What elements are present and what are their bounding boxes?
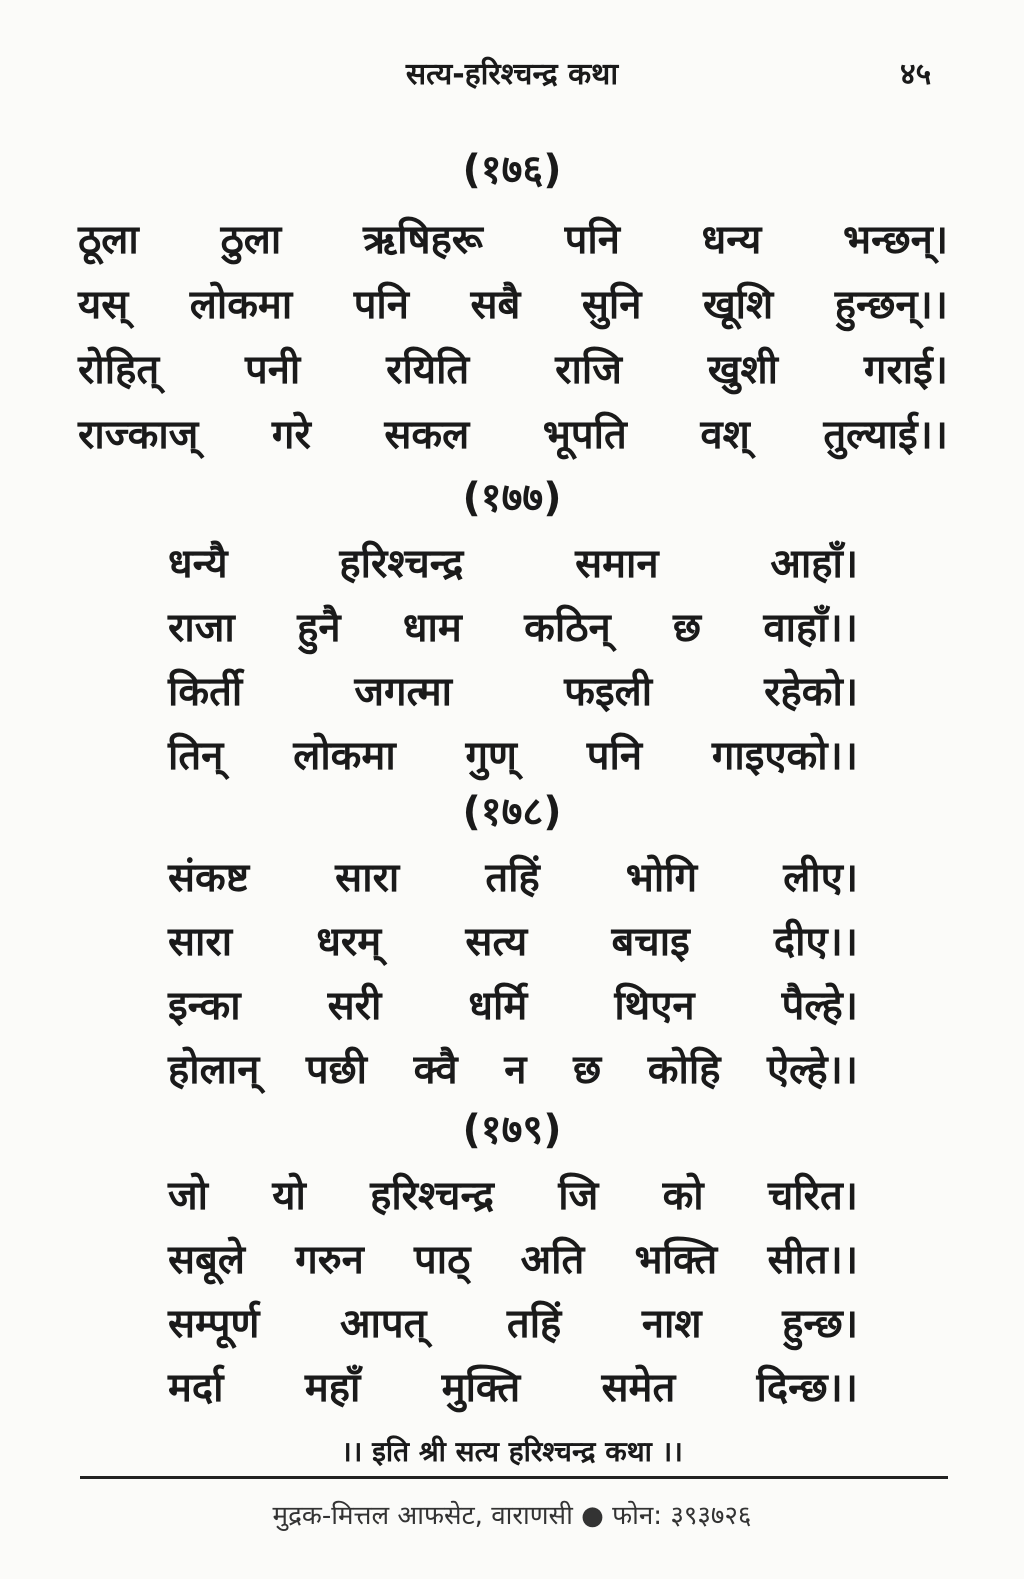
closing-line: ।। इति श्री सत्य हरिश्चन्द्र कथा ।। xyxy=(341,1435,683,1468)
verse-line xyxy=(168,1230,858,1285)
verse-line xyxy=(78,405,948,460)
verse-word: क्वै xyxy=(413,1047,458,1093)
verse-line xyxy=(168,976,858,1031)
verse-word: सकल xyxy=(384,412,470,458)
verse-word: छ xyxy=(673,605,702,651)
verse-word: सुनि xyxy=(581,282,642,328)
verse-word: नाश xyxy=(641,1301,702,1347)
verse-word: किर्ती xyxy=(168,669,243,715)
verse-word: मर्दा xyxy=(168,1365,224,1411)
verse-word: गराई। xyxy=(863,347,948,393)
verse-line xyxy=(168,726,858,781)
verse-word: संकष्ट xyxy=(168,855,250,901)
verse-word: बचाइ xyxy=(611,919,690,965)
verse-word: इन्का xyxy=(168,983,241,1029)
verse-word: पनि xyxy=(564,217,620,263)
verse-word: सबै xyxy=(470,282,521,328)
verse-word: राजि xyxy=(555,347,622,393)
verse-number: (१७७) xyxy=(462,475,562,521)
verse-word: भक्ति xyxy=(634,1237,718,1283)
verse-word: वश् xyxy=(700,412,750,458)
verse-word: राज्काज् xyxy=(78,412,199,458)
verse-word: सीत।। xyxy=(767,1237,858,1283)
verse-word: यस् xyxy=(78,282,129,328)
verse-word: महाँ xyxy=(304,1365,361,1411)
verse-word: चरित। xyxy=(767,1173,858,1219)
verse-word: ऋषिहरू xyxy=(362,217,483,263)
verse-word: दिन्छ।। xyxy=(756,1365,858,1411)
verse-line xyxy=(168,1040,858,1095)
verse-word: खूशि xyxy=(702,282,774,328)
verse-word: तिन् xyxy=(168,733,224,779)
verse-word: तहिं xyxy=(485,855,540,901)
verse-word: जगत्मा xyxy=(354,669,453,715)
verse-word: समेत xyxy=(601,1365,676,1411)
verse-number: (१७८) xyxy=(462,789,562,835)
verse-word: खुशी xyxy=(707,347,779,393)
verse-word: आहाँ। xyxy=(770,541,858,587)
verse-word: ठूला xyxy=(78,217,139,263)
verse-line xyxy=(168,662,858,717)
verse-word: रोहित् xyxy=(78,347,160,393)
verse-word: ठुला xyxy=(220,217,282,263)
verse-word: लोकमा xyxy=(293,733,396,779)
verse-word: अति xyxy=(520,1237,585,1283)
verse-word: पछी xyxy=(305,1047,368,1093)
verse-word: जि xyxy=(558,1173,599,1219)
verse-word: होलान् xyxy=(168,1047,260,1093)
verse-word: लीए। xyxy=(783,855,858,901)
verse-word: तुल्याई।। xyxy=(823,412,948,458)
verse-word: राजा xyxy=(168,605,235,651)
verse-word: लोकमा xyxy=(189,282,293,328)
verse-word: धरम् xyxy=(316,919,382,965)
verse-word: धन्यै xyxy=(168,541,228,587)
verse-word: समान xyxy=(575,541,659,587)
verse-word: ऐल्हे।। xyxy=(767,1047,858,1093)
verse-word: गरुन xyxy=(295,1237,364,1283)
verse-word: सबूले xyxy=(168,1237,245,1283)
verse-word: कोहि xyxy=(647,1047,721,1093)
verse-line xyxy=(78,210,948,265)
verse-word: पनि xyxy=(353,282,409,328)
verse-line xyxy=(168,1294,858,1349)
verse-line xyxy=(168,1166,858,1221)
verse-word: थिएन xyxy=(614,983,695,1029)
verse-word: सम्पूर्ण xyxy=(168,1301,260,1347)
verse-word: पैल्हे। xyxy=(781,983,858,1029)
verse-line xyxy=(78,275,948,330)
verse-line xyxy=(168,912,858,967)
verse-word: गरे xyxy=(271,412,311,458)
verse-word: आपत् xyxy=(339,1301,427,1347)
verse-word: दीए।। xyxy=(773,919,858,965)
verse-word: रहेको। xyxy=(764,669,858,715)
verse-word: जो xyxy=(168,1173,209,1219)
verse-word: मुक्ति xyxy=(441,1365,521,1411)
verse-word: न xyxy=(504,1047,527,1093)
printer-footer: मुद्रक-मित्तल आफसेट, वाराणसी ● फोन: ३९३७२६ xyxy=(272,1501,752,1531)
verse-line xyxy=(168,598,858,653)
verse-line xyxy=(168,1358,858,1413)
verse-word: हरिश्चन्द्र xyxy=(339,541,464,587)
verse-word: यो xyxy=(272,1173,306,1219)
verse-word: फइली xyxy=(564,669,653,715)
verse-word: धर्मि xyxy=(468,983,528,1029)
verse-word: को xyxy=(662,1173,704,1219)
verse-word: गाइएको।। xyxy=(711,733,858,779)
verse-word: रयिति xyxy=(386,347,470,393)
verse-word: सत्य xyxy=(465,919,528,965)
verse-word: हरिश्चन्द्र xyxy=(370,1173,495,1219)
verse-word: कठिन् xyxy=(524,605,611,651)
verse-word: तहिं xyxy=(506,1301,562,1347)
verse-word: पनि xyxy=(586,733,643,779)
verse-word: धन्य xyxy=(701,217,762,263)
footer-rule xyxy=(80,1476,948,1479)
verse-line xyxy=(78,340,948,395)
verse-word: सारा xyxy=(168,919,233,965)
verse-word: भोगि xyxy=(625,855,698,901)
verse-word: भूपति xyxy=(542,412,627,458)
verse-line xyxy=(168,848,858,903)
verse-word: वाहाँ।। xyxy=(763,605,858,651)
verse-word: हुन्छ। xyxy=(782,1301,858,1347)
verse-number: (१७९) xyxy=(462,1107,562,1153)
verse-word: सरी xyxy=(327,983,382,1029)
page-number: ४५ xyxy=(900,57,932,92)
verse-word: धाम xyxy=(402,605,462,651)
verse-word: छ xyxy=(573,1047,602,1093)
verse-number: (१७६) xyxy=(462,147,562,193)
verse-word: गुण् xyxy=(465,733,517,779)
verse-line xyxy=(168,534,858,589)
verse-word: भन्छन्। xyxy=(843,217,948,263)
verse-word: हुनै xyxy=(297,605,341,651)
verse-word: सारा xyxy=(335,855,400,901)
verse-word: पनी xyxy=(245,347,301,393)
running-header-title: सत्य-हरिश्चन्द्र कथा xyxy=(405,57,619,92)
verse-word: पाठ् xyxy=(414,1237,471,1283)
verse-word: हुन्छन्।। xyxy=(834,282,948,328)
